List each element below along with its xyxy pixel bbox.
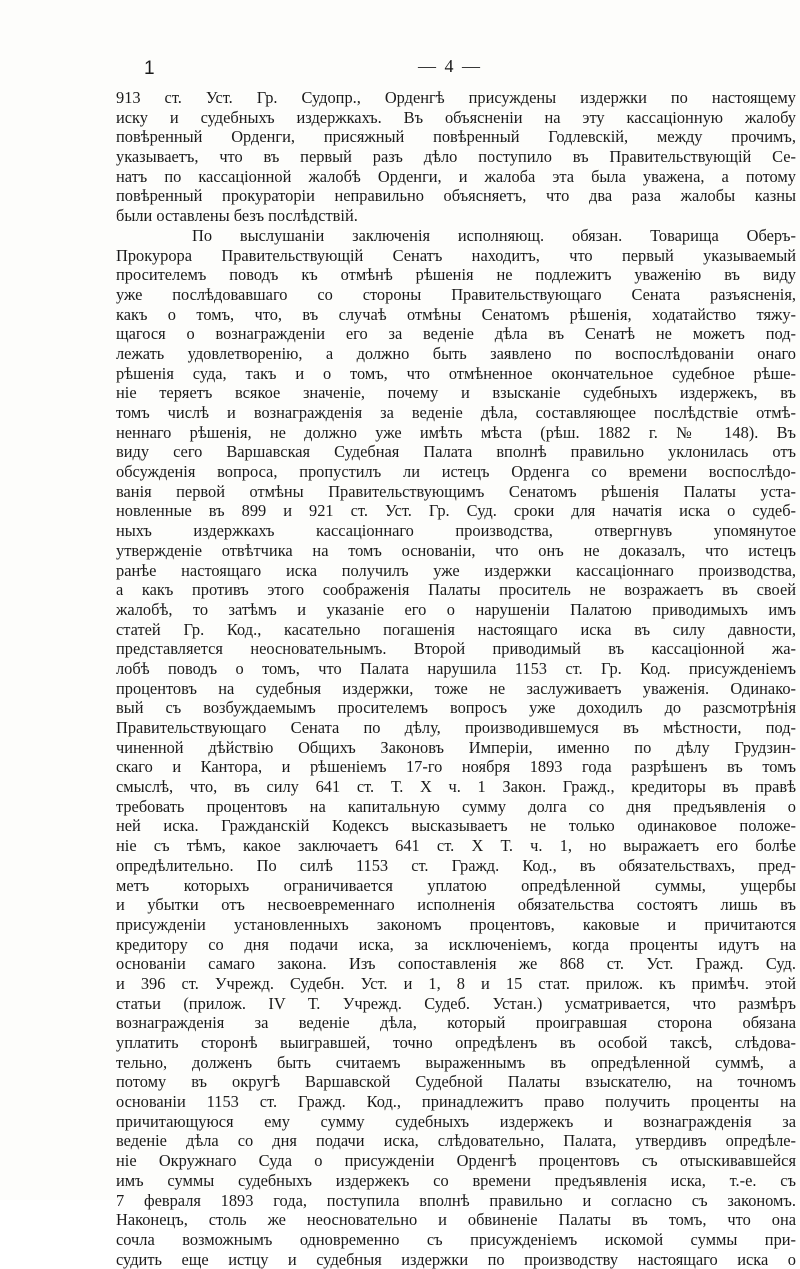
text-line: указываетъ, что въ первый разъ дѣло поступило въ Правительствующій Се- xyxy=(116,147,796,167)
text-line: опредѣлительно. По силѣ 1153 ст. Гражд. Код., въ обязательствахъ, пред- xyxy=(116,855,796,875)
text-line: и убытки отъ несвоевременнаго исполненія обязательства состоятъ лишь въ xyxy=(116,895,796,915)
text-line: смыслѣ, что, въ силу 641 ст. Т. X ч. 1 Закон. Гражд., кредиторы въ правѣ xyxy=(116,777,796,797)
text-line: Правительствующаго Сената по дѣлу, производившемуся въ мѣстности, под- xyxy=(116,718,796,737)
text-line: обсужденія вопроса, пропустилъ ли истецъ Орденга со времени воспослѣдо- xyxy=(116,462,796,482)
text-line: тельно, долженъ быть считаемъ выраженнымъ въ опредѣленной суммѣ, а xyxy=(116,1052,796,1072)
text-line: и 396 ст. Учрежд. Судебн. Уст. и 1, 8 и 15 стат. прилож. къ примѣч. этой xyxy=(116,973,796,993)
text-line: статьи (прилож. IV Т. Учрежд. Судеб. Устан.) усматривается, что размѣръ xyxy=(116,993,796,1013)
text-line: 7 февраля 1893 года, поступила вполнѣ правильно и согласно съ закономъ. xyxy=(116,1190,796,1210)
text-line: какъ о томъ, что, въ случаѣ отмѣны Сенатомъ рѣшенія, ходатайство тяжу- xyxy=(116,304,796,324)
text-line: томъ числѣ и вознагражденія за веденіе дѣла, составляющее послѣдствіе отмѣ- xyxy=(116,403,796,422)
text-line: вый съ возбуждаемымъ просителемъ вопросъ уже доходилъ до разсмотрѣнія xyxy=(116,698,796,718)
paragraph xyxy=(116,88,796,226)
page-number: — 4 — xyxy=(418,56,482,76)
paragraph xyxy=(116,226,796,1269)
text-line: судить еще истцу и судебныя издержки по производству настоящаго иска о xyxy=(116,1249,796,1269)
text-line: уплатить сторонѣ выигравшей, точно опредѣленъ въ особой таксѣ, слѣдова- xyxy=(116,1033,796,1052)
text-line: 913 ст. Уст. Гр. Судопр., Орденгѣ присуждены издержки по настоящему xyxy=(116,88,796,107)
text-line: ніе Окружнаго Суда о присужденіи Орденгѣ процентовъ съ отыскивавшейся xyxy=(116,1151,796,1171)
text-line: основаніи самаго закона. Изъ сопоставленія же 868 ст. Уст. Гражд. Суд. xyxy=(116,954,796,974)
text-line: требовать процентовъ на капитальную сумму долга со дня предъявленія о xyxy=(116,796,796,816)
page-header xyxy=(0,58,800,82)
text-line: утвержденіе отвѣтчика на томъ основаніи, что онъ не доказалъ, что истецъ xyxy=(116,540,796,560)
text-line: лобѣ поводъ о томъ, что Палата нарушила 1153 ст. Гр. Код. присужденіемъ xyxy=(116,658,796,678)
text-line: неннаго рѣшенія, не должно уже имѣть мѣста (рѣш. 1882 г. № 148). Въ xyxy=(116,422,796,442)
text-line: лежать удовлетворенію, а должно быть заявлено по воспослѣдованіи онаго xyxy=(116,343,796,363)
text-line: сочла возможнымъ одновременно съ присужденіемъ искомой суммы при- xyxy=(116,1229,796,1249)
text-line: чиненной дѣйствію Общихъ Законовъ Имперіи, именно по дѣлу Грудзин- xyxy=(116,737,796,757)
text-line: ванія первой отмѣны Правительствующимъ Сенатомъ рѣшенія Палаты уста- xyxy=(116,481,796,501)
text-line: повѣренный прокураторіи неправильно объясняетъ, что два раза жалобы казны xyxy=(116,186,796,206)
text-line: метъ которыхъ ограничивается уплатою опредѣленной суммы, ущербы xyxy=(116,875,796,895)
text-line: иску и судебныхъ издержкахъ. Въ объясненіи на эту кассаціонную жалобу xyxy=(116,107,796,127)
text-line: причитающуюся ему сумму судебныхъ издержекъ и вознагражденія за xyxy=(116,1111,796,1131)
text-line: ранѣе настоящаго иска получилъ уже издержки кассаціоннаго производства, xyxy=(116,560,796,580)
page-mark: 1 xyxy=(144,58,155,79)
text-line: жалобѣ, то затѣмъ и указаніе его о нарушеніи Палатою приводимыхъ имъ xyxy=(116,599,796,619)
text-line: ніе съ тѣмъ, какое заключаетъ 641 ст. X Т. ч. 1, но выражаетъ его болѣе xyxy=(116,836,796,856)
text-line: натъ по кассаціонной жалобѣ Орденги, и жалоба эта была уважена, а потому xyxy=(116,166,796,186)
text-line: представляется неосновательнымъ. Второй приводимый въ кассаціонной жа- xyxy=(116,639,796,659)
text-line: потому въ округѣ Варшавской Судебной Палаты взыскателю, на точномъ xyxy=(116,1072,796,1092)
text-line: ней иска. Гражданскій Кодексъ высказываетъ не только одинаковое положе- xyxy=(116,816,796,836)
text-line: повѣренный Орденги, присяжный повѣренный Годлевскій, между прочимъ, xyxy=(116,127,796,147)
text-line: новленные въ 899 и 921 ст. Уст. Гр. Суд. сроки для начатія иска о судеб- xyxy=(116,501,796,521)
text-line: процентовъ на судебныя издержки, тоже не заслуживаетъ уваженія. Одинако- xyxy=(116,678,796,698)
text-line: кредитору со дня подачи иска, за исключеніемъ, когда проценты идутъ на xyxy=(116,934,796,954)
text-line: По выслушаніи заключенія исполняющ. обязан. Товарища Оберъ- xyxy=(192,225,796,245)
text-line: виду сего Варшавская Судебная Палата вполнѣ правильно уклонилась отъ xyxy=(116,442,796,462)
text-line: имъ суммы судебныхъ издержекъ со времени предъявленія иска, т.-е. съ xyxy=(116,1170,796,1190)
text-line: а какъ противъ этого соображенія Палаты проситель не возражаетъ въ своей xyxy=(116,580,796,600)
text-line: Наконецъ, столь же неосновательно и обвиненіе Палаты въ томъ, что она xyxy=(116,1210,796,1230)
text-line: были оставлены безъ послѣдствій. xyxy=(116,206,358,226)
text-line: ныхъ издержкахъ кассаціоннаго производства, отвергнувъ упомянутое xyxy=(116,521,796,541)
text-line: ніе теряетъ всякое значеніе, почему и взысканіе судебныхъ издержекъ, въ xyxy=(116,383,796,403)
text-line: щагося о вознагражденіи его за веденіе дѣла въ Сенатѣ не можетъ под- xyxy=(116,324,796,344)
text-line: Прокурора Правительствующій Сенатъ находитъ, что первый указываемый xyxy=(116,245,796,265)
body-text xyxy=(116,88,796,1269)
text-line: вознагражденія за веденіе дѣла, который проигравшая сторона обязана xyxy=(116,1013,796,1033)
text-line: статей Гр. Код., касательно погашенія настоящаго иска въ силу давности, xyxy=(116,619,796,639)
text-line: уже послѣдовавшаго со стороны Правительствующаго Сената разъясненія, xyxy=(116,284,796,304)
text-line: просителемъ поводъ къ отмѣнѣ рѣшенія не подлежитъ уваженію въ виду xyxy=(116,265,796,285)
text-line: рѣшенія суда, такъ и о томъ, что отмѣненное окончательное судебное рѣше- xyxy=(116,363,796,383)
text-line: присужденіи установленныхъ закономъ процентовъ, каковые и причитаются xyxy=(116,914,796,934)
text-line: веденіе дѣла со дня подачи иска, слѣдовательно, Палата, утвердивъ опредѣле- xyxy=(116,1131,796,1151)
text-line: скаго и Кантора, и рѣшеніемъ 17-го ноября 1893 года разрѣшенъ въ томъ xyxy=(116,757,796,777)
text-line: основаніи 1153 ст. Гражд. Код., принадлежитъ право получить проценты на xyxy=(116,1092,796,1112)
